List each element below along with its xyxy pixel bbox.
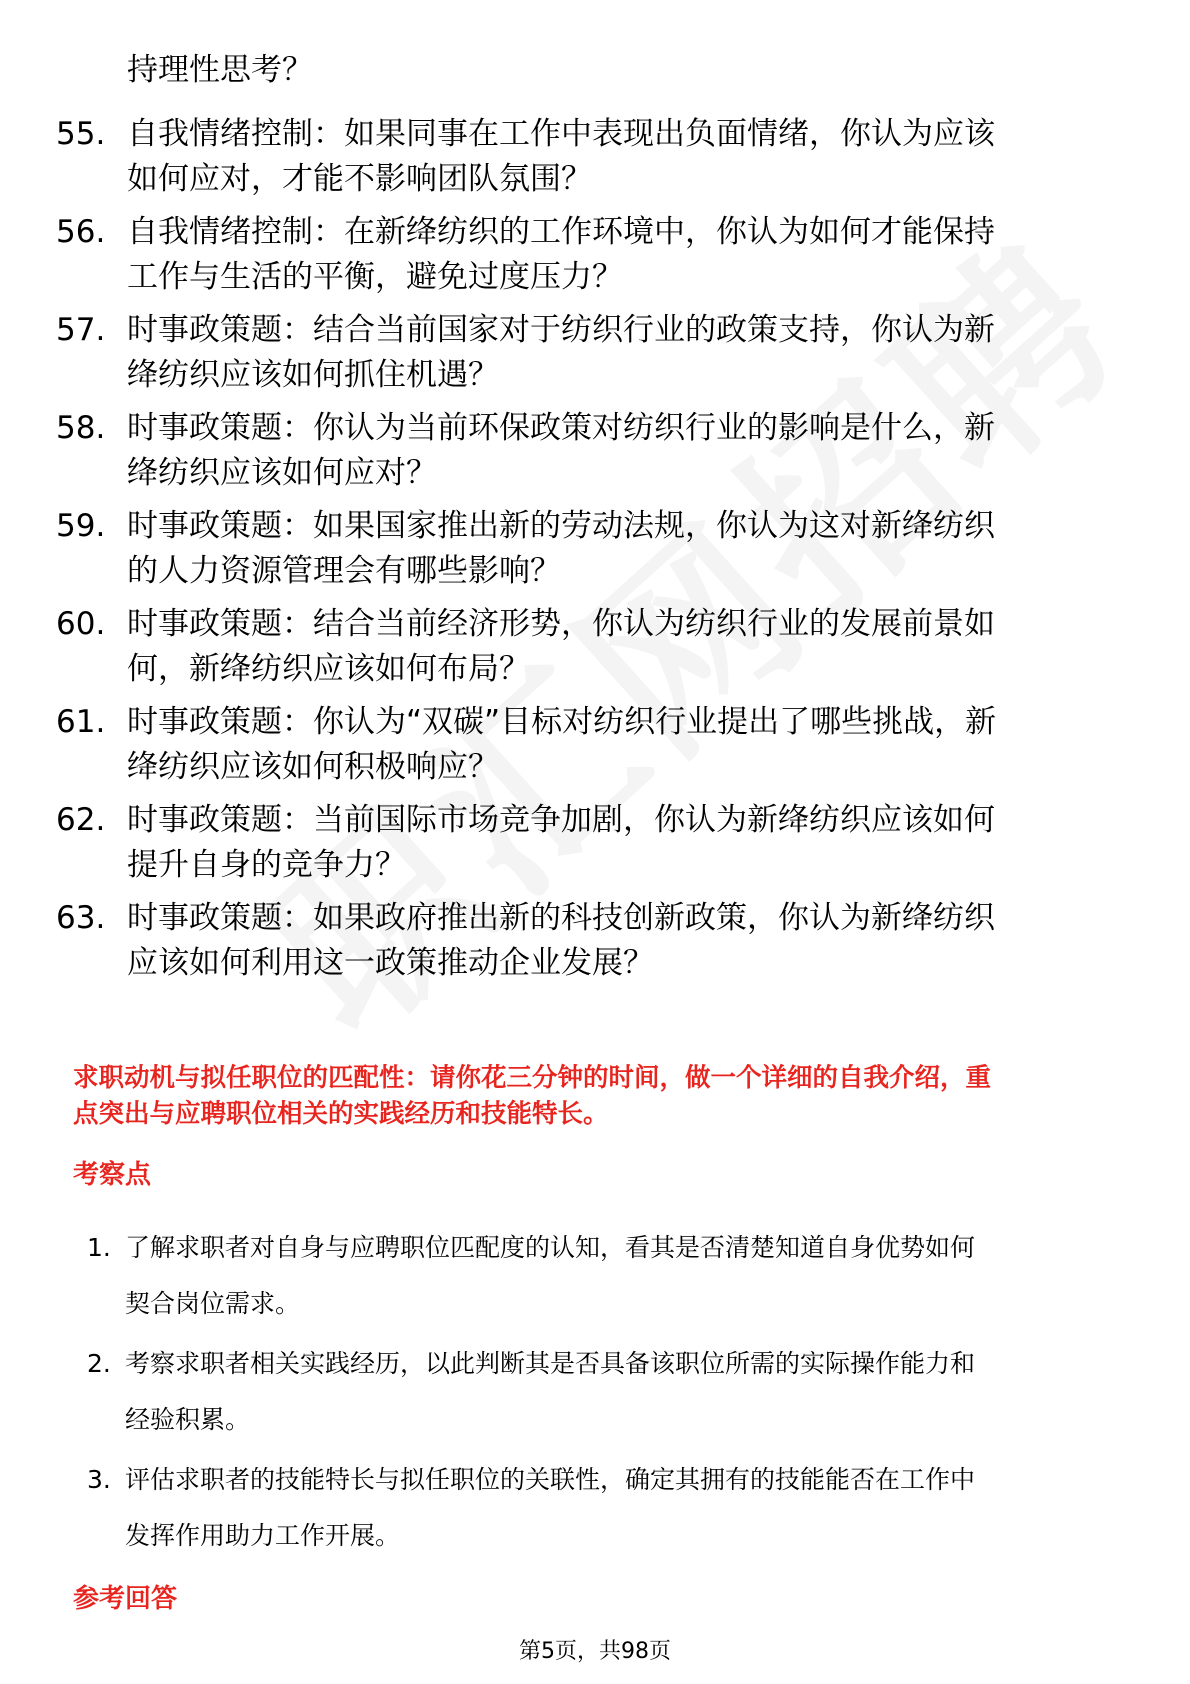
question-number: 63. bbox=[56, 900, 106, 936]
question-line: 时事政策题：结合当前国家对于纺织行业的政策支持，你认为新 bbox=[127, 312, 995, 348]
question-text bbox=[127, 896, 1127, 986]
list-item-line: 了解求职者对自身与应聘职位匹配度的认知，看其是否清楚知道自身优势如何 bbox=[125, 1233, 976, 1262]
question-text bbox=[127, 602, 1127, 692]
question-line: 时事政策题：你认为当前环保政策对纺织行业的影响是什么，新 bbox=[127, 410, 995, 446]
question-text bbox=[127, 308, 1127, 398]
page-number: 第5页，共98页 bbox=[519, 1639, 671, 1664]
question-line: 自我情绪控制：如果同事在工作中表现出负面情绪，你认为应该 bbox=[127, 116, 995, 152]
list-item-text bbox=[125, 1336, 1125, 1448]
list-item-number: 2. bbox=[87, 1349, 111, 1378]
section-heading-line: 点突出与应聘职位相关的实践经历和技能特长。 bbox=[73, 1099, 609, 1129]
question-line: 绛纺织应该如何积极响应？ bbox=[127, 749, 499, 785]
reference-answer-heading: 参考回答 bbox=[73, 1584, 178, 1614]
list-item-line: 评估求职者的技能特长与拟任职位的关联性，确定其拥有的技能能否在工作中 bbox=[125, 1465, 976, 1494]
question-line: 工作与生活的平衡，避免过度压力？ bbox=[127, 259, 623, 295]
question-line: 时事政策题：结合当前经济形势，你认为纺织行业的发展前景如 bbox=[127, 606, 995, 642]
list-item-number: 3. bbox=[87, 1465, 111, 1494]
question-text bbox=[127, 798, 1127, 888]
question-number: 58. bbox=[56, 410, 106, 446]
question-line: 的人力资源管理会有哪些影响？ bbox=[127, 553, 561, 589]
list-item-number: 1. bbox=[87, 1233, 111, 1262]
question-number: 62. bbox=[56, 802, 106, 838]
section-heading bbox=[73, 1060, 1153, 1132]
question-number: 55. bbox=[56, 116, 106, 152]
section-heading-line: 求职动机与拟任职位的匹配性：请你花三分钟的时间，做一个详细的自我介绍，重 bbox=[73, 1063, 992, 1093]
question-text bbox=[127, 504, 1127, 594]
question-line: 应该如何利用这一政策推动企业发展？ bbox=[127, 945, 654, 981]
question-number: 61. bbox=[56, 704, 106, 740]
question-number: 60. bbox=[56, 606, 106, 642]
question-text bbox=[127, 112, 1127, 202]
question-number: 57. bbox=[56, 312, 106, 348]
question-line: 绛纺织应该如何应对？ bbox=[127, 455, 437, 491]
question-text bbox=[127, 210, 1127, 300]
question-text bbox=[127, 406, 1127, 496]
examine-points-heading: 考察点 bbox=[73, 1160, 152, 1190]
question-line: 何，新绛纺织应该如何布局？ bbox=[127, 651, 530, 687]
list-item-text bbox=[125, 1220, 1125, 1332]
question-line: 自我情绪控制：在新绛纺织的工作环境中，你认为如何才能保持 bbox=[127, 214, 995, 250]
list-item-text bbox=[125, 1452, 1125, 1564]
question-text bbox=[127, 700, 1127, 790]
question-line: 提升自身的竞争力？ bbox=[127, 847, 406, 883]
question-number: 59. bbox=[56, 508, 106, 544]
question-line: 如何应对，才能不影响团队氛围？ bbox=[127, 161, 592, 197]
list-item-line: 契合岗位需求。 bbox=[125, 1289, 301, 1318]
question-line: 时事政策题：你认为“双碳”目标对纺织行业提出了哪些挑战，新 bbox=[127, 704, 997, 740]
question-line: 时事政策题：当前国际市场竞争加剧，你认为新绛纺织应该如何 bbox=[127, 802, 995, 838]
question-line: 时事政策题：如果国家推出新的劳动法规，你认为这对新绛纺织 bbox=[127, 508, 995, 544]
question-line: 持理性思考？ bbox=[127, 52, 313, 88]
list-item-line: 考察求职者相关实践经历，以此判断其是否具备该职位所需的实际操作能力和 bbox=[125, 1349, 976, 1378]
list-item-line: 发挥作用助力工作开展。 bbox=[125, 1521, 401, 1550]
question-line: 绛纺织应该如何抓住机遇？ bbox=[127, 357, 499, 393]
question-number: 56. bbox=[56, 214, 106, 250]
question-line: 时事政策题：如果政府推出新的科技创新政策，你认为新绛纺织 bbox=[127, 900, 995, 936]
question-text bbox=[127, 48, 1127, 93]
list-item-line: 经验积累。 bbox=[125, 1405, 251, 1434]
